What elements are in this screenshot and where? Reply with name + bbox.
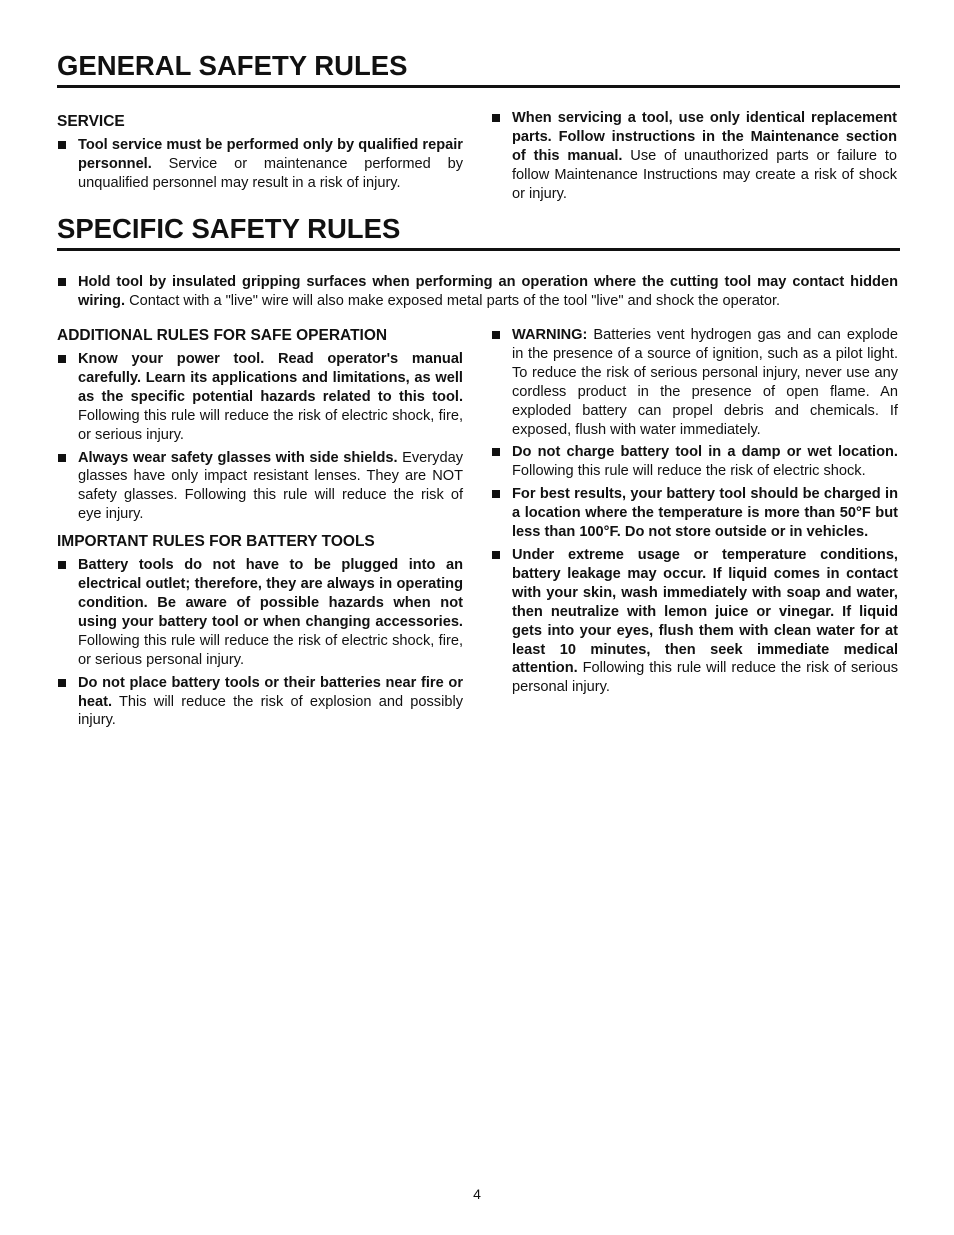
- specific-safety-rules-title: SPECIFIC SAFETY RULES: [57, 213, 900, 251]
- hidden-wiring-rule: Hold tool by insulated gripping surfaces when performing an operation where the cutting tool may contact hidden wiring. Contact with a "live" wire will also make exposed metal parts of the tool "live" and shock the operator.: [57, 273, 898, 311]
- service-heading: SERVICE: [57, 113, 125, 130]
- battery-rule-1: Battery tools do not have to be plugged into an electrical outlet; therefore, they are always in operating condition. Be aware of possible hazards when not using your battery tool or when changing accessories. Following this rule will reduce the risk of electric shock, fire, or serious personal injury.: [57, 556, 463, 669]
- square-bullet-icon: [492, 331, 500, 339]
- service-column-right: [491, 109, 897, 208]
- service-column-left: [57, 112, 463, 197]
- additional-rule-1: Know your power tool. Read operator's manual carefully. Learn its applications and limitations, as well as the specific potential hazards related to this tool. Following this rule will reduce the risk of electric shock, fire, or serious injury.: [57, 350, 463, 445]
- square-bullet-icon: [58, 561, 66, 569]
- battery-rule-5: For best results, your battery tool should be charged in a location where the temperature is more than 50°F but less than 100°F. Do not store outside or in vehicles.: [491, 485, 898, 542]
- additional-rules-heading: ADDITIONAL RULES FOR SAFE OPERATION: [57, 327, 388, 344]
- square-bullet-icon: [492, 448, 500, 456]
- square-bullet-icon: [492, 114, 500, 122]
- square-bullet-icon: [58, 278, 66, 286]
- square-bullet-icon: [58, 679, 66, 687]
- square-bullet-icon: [492, 551, 500, 559]
- battery-rule-2: Do not place battery tools or their batteries near fire or heat. This will reduce the risk of explosion and possibly injury.: [57, 674, 463, 731]
- general-safety-rules-title: GENERAL SAFETY RULES: [57, 50, 900, 88]
- square-bullet-icon: [58, 355, 66, 363]
- service-rule-2: When servicing a tool, use only identical replacement parts. Follow instructions in the Maintenance section of this manual. Use of unauthorized parts or failure to follow Maintenance Instructions may create a risk of shock or injury.: [491, 109, 897, 204]
- battery-rule-6: Under extreme usage or temperature conditions, battery leakage may occur. If liquid comes in contact with your skin, wash immediately with soap and water, then neutralize with lemon juice or vinegar. If liquid gets into your eyes, flush them with clean water for at least 10 minutes, then seek immediate medical attention. Following this rule will reduce the risk of serious personal injury.: [491, 546, 898, 697]
- battery-rule-3: WARNING: Batteries vent hydrogen gas and can explode in the presence of a source of ignition, such as a pilot light. To reduce the risk of serious personal injury, never use any cordless product in the presence of open flame. An exploded battery can propel debris and chemicals. If exposed, flush with water immediately.: [491, 326, 898, 439]
- square-bullet-icon: [492, 490, 500, 498]
- rules-column-left: [57, 326, 463, 734]
- square-bullet-icon: [58, 141, 66, 149]
- square-bullet-icon: [58, 454, 66, 462]
- rules-column-right: [491, 326, 898, 701]
- page-number: 4: [473, 1186, 481, 1202]
- battery-rule-4: Do not charge battery tool in a damp or wet location. Following this rule will reduce the risk of electric shock.: [491, 443, 898, 481]
- additional-rule-2: Always wear safety glasses with side shields. Everyday glasses have only impact resistant lenses. They are NOT safety glasses. Following this rule will reduce the risk of eye injury.: [57, 449, 463, 525]
- service-rule-1: Tool service must be performed only by qualified repair personnel. Service or maintenance performed by unqualified personnel may result in a risk of injury.: [57, 136, 463, 193]
- battery-rules-heading: IMPORTANT RULES FOR BATTERY TOOLS: [57, 533, 375, 551]
